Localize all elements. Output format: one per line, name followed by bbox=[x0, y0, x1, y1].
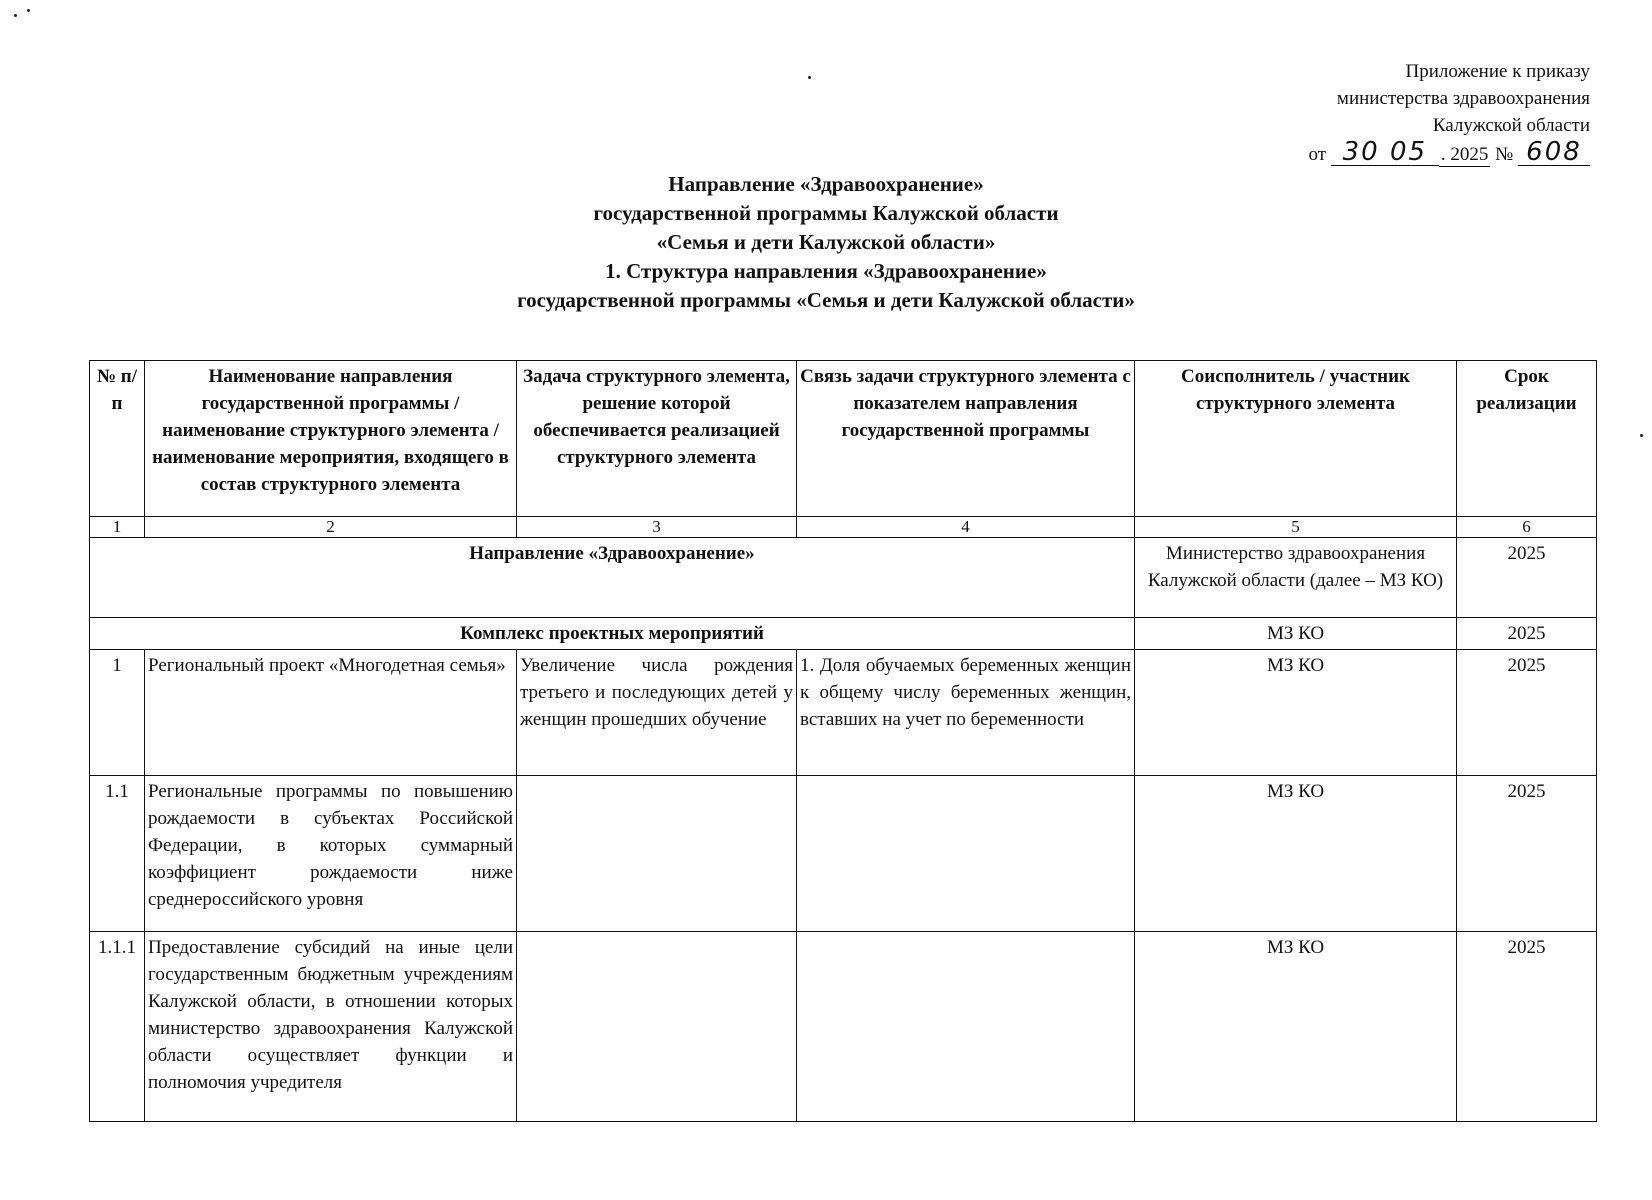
header-executor: Соисполнитель / участник структурного элемента bbox=[1135, 361, 1457, 517]
scan-speck bbox=[1640, 434, 1643, 437]
title-line-2: государственной программы Калужской области bbox=[593, 201, 1059, 225]
header-row bbox=[90, 361, 1597, 517]
row-term: 2025 bbox=[1457, 776, 1597, 932]
row-link: 1. Доля обучаемых беременных женщин к общему числу беременных женщин, вставших на учет по беременности bbox=[797, 650, 1135, 776]
header-task: Задача структурного элемента, решение которой обеспечивается реализацией структурного элемента bbox=[517, 361, 797, 517]
column-number: 3 bbox=[517, 517, 797, 538]
row-link bbox=[797, 776, 1135, 932]
direction-term: 2025 bbox=[1457, 538, 1597, 618]
row-executor: МЗ КО bbox=[1135, 776, 1457, 932]
row-term: 2025 bbox=[1457, 932, 1597, 1122]
appendix-line-2: министерства здравоохранения bbox=[1336, 88, 1590, 109]
row-name: Региональные программы по повышению рождаемости в субъектах Российской Федерации, в которых суммарный коэффициент рождаемости ниже среднероссийского уровня bbox=[145, 776, 517, 932]
row-name: Региональный проект «Многодетная семья» bbox=[145, 650, 517, 776]
column-number: 1 bbox=[90, 517, 145, 538]
table-row bbox=[90, 932, 1597, 1122]
direction-row bbox=[90, 538, 1597, 618]
scan-speck bbox=[27, 9, 30, 12]
title-line-4: 1. Структура направления «Здравоохранение» bbox=[605, 259, 1047, 283]
row-task bbox=[517, 776, 797, 932]
from-label: от bbox=[1308, 144, 1327, 165]
header-name: Наименование направления государственной программы / наименование структурного элемента / наименование мероприятия, входящего в состав структурного элемента bbox=[145, 361, 517, 517]
row-executor: МЗ КО bbox=[1135, 932, 1457, 1122]
document-title bbox=[0, 170, 1652, 315]
complex-executor: МЗ КО bbox=[1135, 618, 1457, 650]
row-term: 2025 bbox=[1457, 650, 1597, 776]
header-number: № п/п bbox=[90, 361, 145, 517]
structure-table-wrapper bbox=[89, 360, 1596, 1122]
handwritten-date: 30 05 bbox=[1331, 139, 1439, 166]
table-row bbox=[90, 776, 1597, 932]
direction-name: Направление «Здравоохранение» bbox=[90, 538, 1135, 618]
row-name: Предоставление субсидий на иные цели государственным бюджетным учреждениям Калужской области, в отношении которых министерство здравоохранения Калужской области осуществляет функции и полномочия учредителя bbox=[145, 932, 517, 1122]
row-task bbox=[517, 932, 797, 1122]
row-task: Увеличение числа рождения третьего и последующих детей у женщин прошедших обучение bbox=[517, 650, 797, 776]
row-executor: МЗ КО bbox=[1135, 650, 1457, 776]
structure-table bbox=[89, 360, 1597, 1122]
title-line-5: государственной программы «Семья и дети Калужской области» bbox=[517, 288, 1135, 312]
appendix-note bbox=[1309, 58, 1590, 168]
handwritten-number: 608 bbox=[1518, 139, 1590, 166]
column-number: 6 bbox=[1457, 517, 1597, 538]
scan-speck bbox=[14, 14, 17, 17]
complex-row bbox=[90, 618, 1597, 650]
order-year: . 2025 bbox=[1440, 144, 1489, 165]
column-number: 2 bbox=[145, 517, 517, 538]
appendix-line-3: Калужской области bbox=[1432, 115, 1590, 136]
complex-term: 2025 bbox=[1457, 618, 1597, 650]
column-number: 5 bbox=[1135, 517, 1457, 538]
direction-executor: Министерство здравоохранения Калужской области (далее – МЗ КО) bbox=[1135, 538, 1457, 618]
column-number: 4 bbox=[797, 517, 1135, 538]
appendix-line-1: Приложение к приказу bbox=[1405, 61, 1590, 82]
header-link: Связь задачи структурного элемента с показателем направления государственной программы bbox=[797, 361, 1135, 517]
number-label: № bbox=[1495, 144, 1514, 165]
row-link bbox=[797, 932, 1135, 1122]
column-number-row bbox=[90, 517, 1597, 538]
row-number: 1 bbox=[90, 650, 145, 776]
row-number: 1.1 bbox=[90, 776, 145, 932]
table-row bbox=[90, 650, 1597, 776]
order-date-number bbox=[1309, 139, 1590, 168]
title-line-3: «Семья и дети Калужской области» bbox=[656, 230, 996, 254]
header-term: Срок реализации bbox=[1457, 361, 1597, 517]
title-line-1: Направление «Здравоохранение» bbox=[668, 172, 984, 196]
scan-speck bbox=[808, 76, 811, 79]
row-number: 1.1.1 bbox=[90, 932, 145, 1122]
complex-name: Комплекс проектных мероприятий bbox=[90, 618, 1135, 650]
